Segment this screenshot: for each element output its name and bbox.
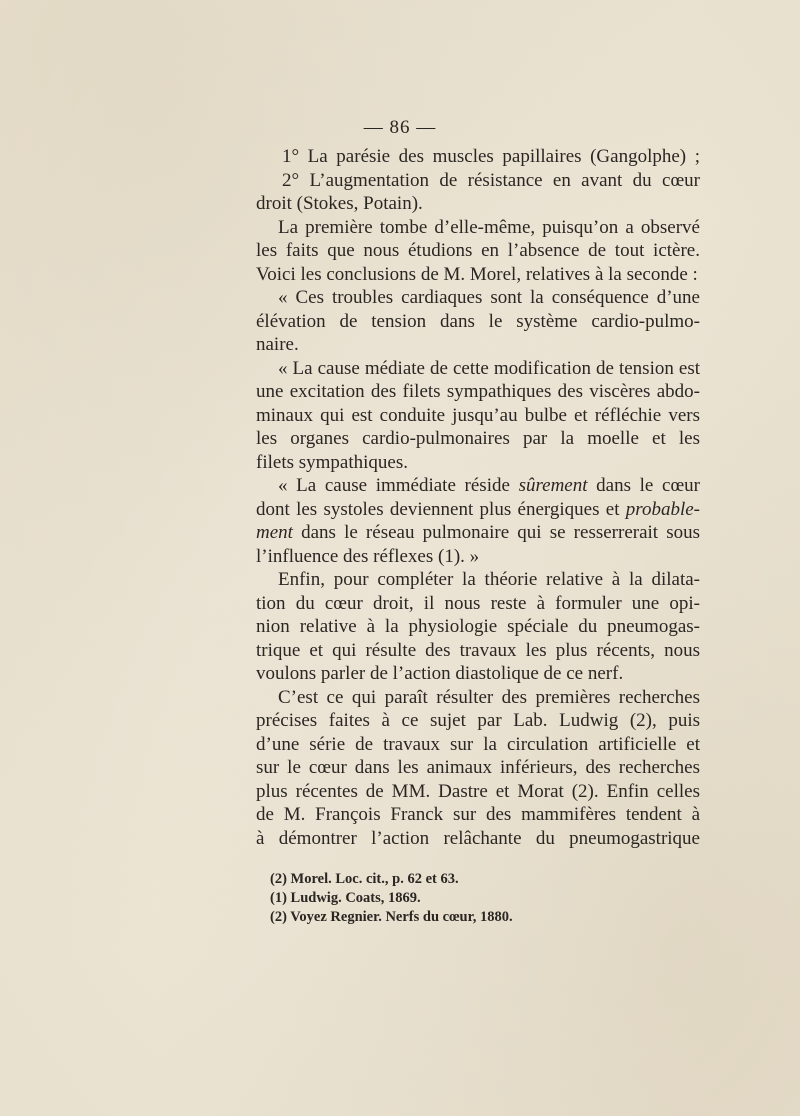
text-line: une excitation des filets sympathiques des viscères abdo-	[256, 381, 700, 402]
text-line: « La cause médiate de cette modification de tension est	[278, 357, 700, 379]
text-line: minaux qui est conduite jusqu’au bulbe et réfléchie vers	[256, 404, 700, 426]
text-line	[256, 474, 700, 498]
text-line: d’une série de travaux sur la circulation artificielle et	[256, 733, 700, 755]
text-line: les organes cardio-pulmonaires par la moelle et les	[256, 428, 700, 449]
text-segment: dans le réseau pulmonaire qui se resserrerait sous	[301, 522, 701, 543]
italic-word: sûrement	[518, 475, 588, 496]
text-line: tion du cœur droit, il nous reste à formuler une opi-	[256, 592, 700, 614]
text-line: sur le cœur dans les animaux inférieurs, des recherches	[256, 757, 700, 778]
text-line: 2° L’augmentation de résistance en avant du cœur	[282, 169, 700, 191]
text-line: les faits que nous étudions en l’absence de tout ictère.	[256, 240, 700, 261]
text-line: C’est ce qui paraît résulter des premières recherches	[278, 686, 700, 708]
page-number: — 86 —	[363, 117, 437, 138]
footnote: (2) Voyez Regnier. Nerfs du cœur, 1880.	[270, 909, 513, 925]
text-segment: dont les systoles deviennent plus énergiques et	[256, 498, 620, 520]
footnotes	[270, 870, 690, 927]
text-line: naire.	[256, 334, 299, 355]
text-line: nion relative à la physiologie spéciale du pneumogas-	[256, 616, 700, 637]
text-line: Enfin, pour compléter la théorie relative à la dilata-	[278, 569, 700, 590]
footnote: (2) Morel. Loc. cit., p. 62 et 63.	[270, 871, 459, 887]
text-line	[256, 521, 700, 545]
text-line: précises faites à ce sujet par Lab. Ludwig (2), puis	[256, 710, 700, 731]
body-text	[256, 145, 700, 850]
text-line: La première tombe d’elle-même, puisqu’on a observé	[278, 216, 700, 238]
text-line: Voici les conclusions de M. Morel, relatives à la seconde :	[256, 263, 698, 285]
text-line: à démontrer l’action relâchante du pneumogastrique	[256, 827, 700, 849]
text-line: voulons parler de l’action diastolique de ce nerf.	[256, 663, 624, 684]
text-line: de M. François Franck sur des mammifères tendent à	[256, 804, 700, 825]
italic-word: probable-	[625, 498, 701, 520]
text-line: droit (Stokes, Potain).	[256, 193, 423, 214]
italic-word: ment	[256, 522, 293, 543]
footnote: (1) Ludwig. Coats, 1869.	[270, 890, 421, 906]
text-line: élévation de tension dans le système cardio-pulmo-	[256, 310, 700, 332]
text-line: 1° La parésie des muscles papillaires (Gangolphe) ;	[282, 146, 700, 167]
text-line: plus récentes de MM. Dastre et Morat (2). Enfin celles	[256, 780, 700, 802]
text-line: « Ces troubles cardiaques sont la conséquence d’une	[278, 287, 700, 308]
text-segment: dans le cœur	[596, 475, 700, 496]
text-line: l’influence des réflexes (1). »	[256, 545, 480, 567]
text-line: trique et qui résulte des travaux les plus récents, nous	[256, 639, 700, 661]
text-line	[256, 498, 700, 522]
text-line: filets sympathiques.	[256, 451, 408, 473]
text-segment: « La cause immédiate réside	[278, 475, 510, 496]
